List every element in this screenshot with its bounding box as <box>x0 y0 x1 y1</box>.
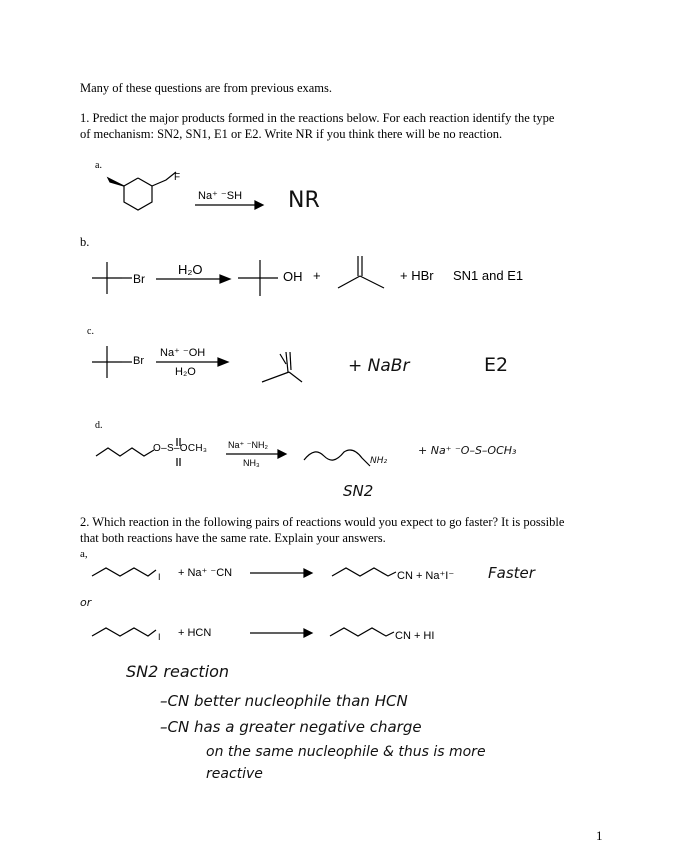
q2-explanation-2: –CN better nucleophile than HCN <box>160 692 408 710</box>
q1d-reagent-top: Na⁺ ⁻NH₂ <box>228 440 268 450</box>
q1d-alkyl-chain <box>96 440 156 465</box>
q2-r2-alkyl-iodide <box>92 622 162 642</box>
q1b-reagent: H₂O <box>178 262 203 277</box>
q1d-byproduct: + Na⁺ ⁻O–S–OCH₃ <box>418 444 517 457</box>
q1d-answer: SN2 <box>343 482 374 500</box>
q1c-label: c. <box>87 326 94 337</box>
q2-explanation-5: reactive <box>206 766 263 782</box>
q1c-reagent-top: Na⁺ ⁻OH <box>160 347 206 359</box>
q1c-product-sketch <box>258 346 308 386</box>
q2-explanation-1: SN2 reaction <box>126 662 230 681</box>
q2-explanation-4: on the same nucleophile & thus is more <box>206 744 486 760</box>
q1d-label: d. <box>95 420 103 431</box>
q1a-fluorine: F <box>174 172 181 183</box>
q1c-byproduct: + NaBr <box>348 356 410 376</box>
q1d-sulfonate: O–S–OCH₃ <box>153 443 208 454</box>
q1c-bromine: Br <box>133 355 144 367</box>
q2-r1-nitrile-chain <box>332 562 402 582</box>
q1b-hbr: + HBr <box>400 268 434 283</box>
q2-r2-arrow <box>250 629 318 639</box>
q2-label: a, <box>80 548 88 560</box>
q1b-arrow <box>156 275 236 285</box>
q1a-arrow <box>195 200 270 210</box>
q1b-hydroxyl: OH <box>283 269 303 284</box>
q1b-alkene <box>336 252 391 292</box>
q1c-reagent-bottom: H₂O <box>175 366 196 378</box>
q2-r1-note: Faster <box>488 564 535 582</box>
q1b-label: b. <box>80 235 90 249</box>
q1b-tert-butyl-bromide <box>92 258 137 298</box>
q1c-arrow <box>156 358 236 368</box>
q2-line2: that both reactions have the same rate. Explain your answers. <box>80 531 386 545</box>
q2-r2-nitrile-chain <box>330 622 400 642</box>
q1b-plus: + <box>313 268 321 283</box>
q2-r1-arrow <box>250 569 318 579</box>
q1c-tert-butyl-bromide <box>92 344 137 384</box>
q2-r2-reagent: + HCN <box>178 627 212 639</box>
q1c-answer: E2 <box>484 354 509 376</box>
intro-text: Many of these questions are from previous exams. <box>80 81 333 95</box>
q1b-tert-butanol <box>238 256 283 296</box>
q2-r1-reagent: + Na⁺ ⁻CN <box>178 567 233 579</box>
q1a-reactant-structure <box>100 170 200 220</box>
q1a-answer: NR <box>288 188 320 213</box>
q2-r2-iodide: I <box>158 632 161 642</box>
q2-explanation-3: –CN has a greater negative charge <box>160 718 422 736</box>
q2-line1: 2. Which reaction in the following pairs of reactions would you expect to go faster? It is possible <box>80 515 565 529</box>
q1-line1: 1. Predict the major products formed in the reactions below. For each reaction identify the type <box>80 111 555 125</box>
q2-or: or <box>80 596 92 609</box>
page-number: 1 <box>596 828 603 843</box>
q2-r1-product: CN + Na⁺I⁻ <box>397 570 455 582</box>
q1a-label: a. <box>95 160 102 171</box>
q1d-product-amine: NH₂ <box>370 456 388 466</box>
q1b-bromine: Br <box>133 272 145 286</box>
q1d-reagent-bottom: NH₃ <box>243 458 260 468</box>
q1b-answer: SN1 and E1 <box>453 268 524 283</box>
q2-r2-product: CN + HI <box>395 630 435 642</box>
q1-line2: of mechanism: SN2, SN1, E1 or E2. Write NR if you think there will be no reaction. <box>80 127 503 141</box>
q2-r1-alkyl-iodide <box>92 562 162 582</box>
q1a-reagent: Na⁺ ⁻SH <box>198 190 243 202</box>
q2-r1-iodide: I <box>158 572 161 582</box>
